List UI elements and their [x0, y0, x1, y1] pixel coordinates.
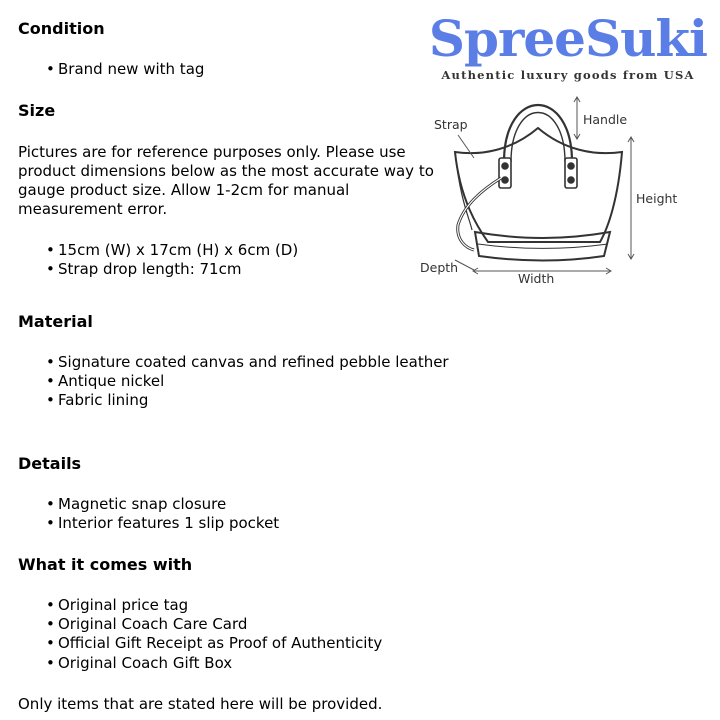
bag-dimension-diagram: [412, 90, 702, 290]
list-item: • Interior features 1 slip pocket: [46, 514, 279, 533]
brand-logo: [420, 9, 716, 85]
size-list: [46, 241, 298, 279]
footer-note: Only items that are stated here will be provided.: [18, 695, 383, 713]
bag-body-icon: [455, 128, 622, 242]
list-item: • Original Coach Gift Box: [46, 654, 382, 673]
details-list: [46, 495, 279, 533]
list-item: • Original price tag: [46, 596, 382, 615]
brand-name: SpreeSuki: [428, 9, 708, 68]
size-description-line: measurement error.: [18, 200, 168, 218]
list-item: • Brand new with tag: [46, 60, 204, 79]
strap-icon: [458, 178, 501, 250]
condition-list: [46, 60, 204, 79]
size-heading: Size: [18, 101, 56, 120]
depth-label: Depth: [420, 260, 459, 275]
strap-label: Strap: [434, 117, 468, 132]
list-item: • Official Gift Receipt as Proof of Authenticity: [46, 634, 382, 653]
handle-inner-icon: [511, 113, 565, 163]
brand-tagline: Authentic luxury goods from USA: [441, 68, 695, 82]
details-heading: Details: [18, 454, 82, 473]
material-list: [46, 353, 449, 411]
width-label: Width: [518, 271, 555, 286]
size-description: [18, 143, 434, 219]
material-heading: Material: [18, 312, 93, 331]
size-description-line: product dimensions below as the most accurate way to: [18, 162, 434, 180]
handle-outer-icon: [504, 105, 572, 162]
size-description-line: Pictures are for reference purposes only. Please use: [18, 143, 406, 161]
strap-pointer: [458, 135, 474, 158]
list-item: • 15cm (W) x 17cm (H) x 6cm (D): [46, 241, 298, 260]
handle-label: Handle: [583, 112, 628, 127]
list-item: • Magnetic snap closure: [46, 495, 279, 514]
list-item: • Original Coach Care Card: [46, 615, 382, 634]
list-item: • Antique nickel: [46, 372, 449, 391]
comes-with-heading: What it comes with: [18, 555, 193, 574]
list-item: • Strap drop length: 71cm: [46, 260, 298, 279]
list-item: • Signature coated canvas and refined pebble leather: [46, 353, 449, 372]
list-item: • Fabric lining: [46, 391, 449, 410]
size-description-line: gauge product size. Allow 1-2cm for manual: [18, 181, 350, 199]
height-label: Height: [636, 191, 678, 206]
condition-heading: Condition: [18, 19, 105, 38]
comes-with-list: [46, 596, 382, 673]
